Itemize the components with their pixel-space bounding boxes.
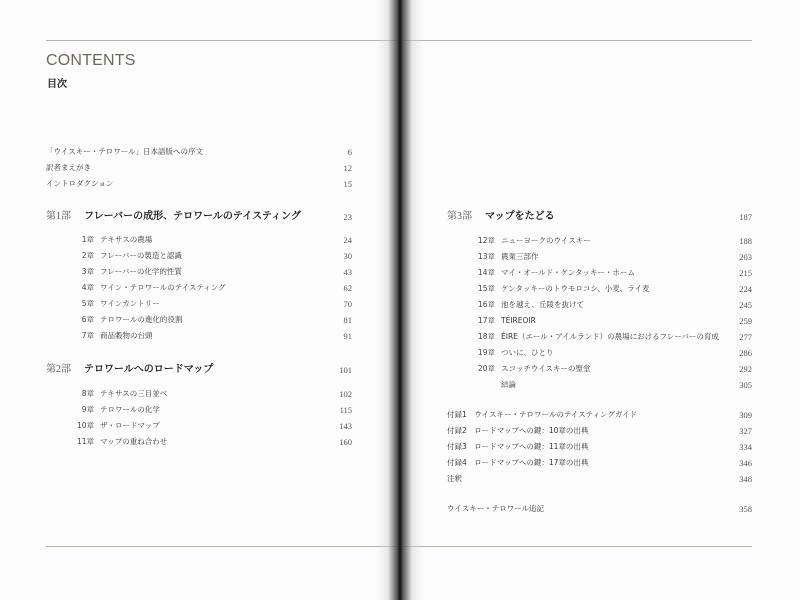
toc-chapter-6[interactable]	[46, 312, 352, 328]
chapter-number: 3章	[81, 267, 94, 276]
chapter-number: 2章	[81, 251, 94, 260]
chapter-number: 9章	[81, 405, 94, 414]
toc-entry-introduction[interactable]	[46, 176, 352, 192]
toc-chapter-18[interactable]	[447, 329, 752, 345]
left-page	[0, 0, 398, 600]
toc-chapter-11[interactable]	[46, 434, 352, 450]
toc-entry-label: ウイスキー・テロワール追記	[447, 504, 545, 513]
bottom-rule	[402, 546, 752, 547]
part-label: 第1部	[46, 211, 71, 222]
chapter-number: 18章	[477, 332, 495, 341]
toc-part-1[interactable]	[46, 208, 352, 226]
toc-page-number: 15	[343, 179, 352, 189]
chapter-title: ワインカントリー	[100, 299, 160, 308]
toc-entry-label: 付録3 ロードマップへの鍵：11章の出典	[447, 442, 589, 451]
chapter-title: ワイン・テロワールのテイスティング	[100, 283, 226, 292]
part-title: フレーバーの成形、テロワールのテイスティング	[84, 211, 301, 222]
chapter-number: 11章	[76, 437, 94, 446]
part-label: 第2部	[46, 364, 71, 375]
chapter-title: テロワールの進化的役割	[100, 315, 183, 324]
toc-page-number: 160	[339, 437, 352, 447]
chapter-title: ケンタッキーのトウモロコシ、小麦、ライ麦	[501, 284, 650, 293]
toc-chapter-8[interactable]	[46, 386, 352, 402]
chapter-number: 19章	[477, 348, 495, 357]
toc-page-number: 81	[343, 315, 352, 325]
toc-entry-translator-note[interactable]	[46, 160, 352, 176]
toc-chapter-1[interactable]	[46, 232, 352, 248]
toc-chapter-12[interactable]	[447, 233, 752, 249]
toc-entry-preface[interactable]	[46, 144, 352, 160]
chapter-title: テキサスの三目並べ	[100, 389, 168, 398]
book-gutter-shadow	[376, 0, 424, 600]
toc-entry-label: 付録4 ロードマップへの鍵：17章の出典	[447, 458, 589, 467]
toc-chapter-2[interactable]	[46, 248, 352, 264]
toc-entry-label: 訳者まえがき	[46, 163, 91, 172]
chapter-number: 17章	[477, 316, 495, 325]
part-title: マップをたどる	[485, 211, 555, 222]
toc-notes[interactable]	[447, 471, 752, 487]
toc-page-number: 215	[739, 268, 752, 278]
toc-chapter-9[interactable]	[46, 402, 352, 418]
toc-entry-label: 付録2 ロードマップへの鍵：10章の出典	[447, 426, 589, 435]
chapter-number: 4章	[81, 283, 94, 292]
toc-part-3[interactable]	[447, 208, 752, 226]
chapter-title: マップの重ね合わせ	[100, 437, 168, 446]
chapter-title: マイ・オールド・ケンタッキー・ホーム	[501, 268, 636, 277]
chapter-title: テキサスの農場	[100, 235, 153, 244]
chapter-title: TÉIREOIR	[501, 316, 536, 325]
toc-chapter-4[interactable]	[46, 280, 352, 296]
toc-entry-label: イントロダクション	[46, 179, 114, 188]
toc-page-number: 245	[739, 300, 752, 310]
toc-appendix-2[interactable]	[447, 423, 752, 439]
chapter-number: 8章	[81, 389, 94, 398]
chapter-title: 結論	[501, 380, 516, 389]
toc-chapter-10[interactable]	[46, 418, 352, 434]
toc-page-number: 70	[343, 299, 352, 309]
bottom-rule	[46, 546, 398, 547]
chapter-title: 商品穀物の台頭	[100, 331, 153, 340]
toc-page-number: 143	[339, 421, 352, 431]
toc-page-number: 259	[739, 316, 752, 326]
chapter-number: 5章	[81, 299, 94, 308]
toc-chapter-7[interactable]	[46, 328, 352, 344]
toc-page-number: 24	[343, 235, 352, 245]
chapter-title: ザ・ロードマップ	[100, 421, 160, 430]
contents-subheading: 目次	[47, 79, 67, 90]
chapter-number: 6章	[81, 315, 94, 324]
toc-appendix-3[interactable]	[447, 439, 752, 455]
part-title: テロワールへのロードマップ	[84, 364, 214, 375]
toc-page-number: 43	[343, 267, 352, 277]
chapter-number: 16章	[477, 300, 495, 309]
toc-page-number: 115	[339, 405, 352, 415]
top-rule	[402, 40, 752, 41]
toc-chapter-3[interactable]	[46, 264, 352, 280]
toc-chapter-14[interactable]	[447, 265, 752, 281]
toc-chapter-5[interactable]	[46, 296, 352, 312]
chapter-title: テロワールの化学	[100, 405, 160, 414]
toc-page-number: 102	[339, 389, 352, 399]
top-rule	[46, 40, 398, 41]
chapter-title: フレーバーの製造と認識	[100, 251, 182, 260]
toc-conclusion[interactable]	[447, 377, 752, 393]
chapter-title: スコッチウイスキーの聖堂	[501, 364, 591, 373]
toc-page-number: 334	[739, 442, 752, 452]
toc-page-number: 305	[739, 380, 752, 390]
toc-chapter-17[interactable]	[447, 313, 752, 329]
chapter-number: 10章	[76, 421, 94, 430]
chapter-number: 13章	[477, 252, 495, 261]
chapter-title: ついに、ひとり	[501, 348, 554, 357]
chapter-number: 20章	[477, 364, 495, 373]
toc-appendix-1[interactable]	[447, 407, 752, 423]
toc-page-number: 187	[739, 212, 752, 222]
chapter-title: 池を越え、丘陵を抜けて	[501, 300, 584, 309]
toc-appendix-4[interactable]	[447, 455, 752, 471]
part-label: 第3部	[447, 211, 472, 222]
chapter-number: 15章	[477, 284, 495, 293]
toc-chapter-15[interactable]	[447, 281, 752, 297]
toc-page-number: 286	[739, 348, 752, 358]
toc-page-number: 327	[739, 426, 752, 436]
toc-chapter-13[interactable]	[447, 249, 752, 265]
chapter-number: 7章	[81, 331, 94, 340]
toc-chapter-20[interactable]	[447, 361, 752, 377]
toc-page-number: 30	[343, 251, 352, 261]
chapter-number: 14章	[477, 268, 495, 277]
toc-page-number: 292	[739, 364, 752, 374]
toc-entry-label: 「ウイスキー・テロワール」日本語版への序文	[46, 147, 204, 156]
chapter-number: 1章	[81, 235, 94, 244]
toc-chapter-16[interactable]	[447, 297, 752, 313]
toc-entry-label: 注釈	[447, 474, 462, 483]
chapter-title: 農業三部作	[501, 252, 539, 261]
toc-postscript[interactable]	[447, 501, 752, 517]
contents-heading: CONTENTS	[46, 52, 136, 69]
toc-page-number: 224	[739, 284, 752, 294]
toc-page-number: 101	[339, 365, 352, 375]
toc-page-number: 62	[343, 283, 352, 293]
toc-page-number: 203	[739, 252, 752, 262]
chapter-number: 12章	[477, 236, 495, 245]
toc-page-number: 91	[343, 331, 352, 341]
toc-page-number: 188	[739, 236, 752, 246]
toc-entry-label: 付録1 ウイスキー・テロワールのテイスティングガイド	[447, 410, 638, 419]
toc-page-number: 346	[739, 458, 752, 468]
toc-page-number: 23	[343, 212, 352, 222]
toc-page-number: 348	[739, 474, 752, 484]
chapter-title: ニューヨークのウイスキー	[501, 236, 591, 245]
chapter-title: フレーバーの化学的性質	[100, 267, 182, 276]
toc-page-number: 277	[739, 332, 752, 342]
chapter-title: ÉIRE（エール・アイルランド）の農場におけるフレーバーの育成	[501, 332, 719, 341]
toc-page-number: 6	[347, 147, 352, 157]
right-page	[402, 0, 800, 600]
toc-page-number: 309	[739, 410, 752, 420]
toc-page-number: 358	[739, 504, 752, 514]
toc-chapter-19[interactable]	[447, 345, 752, 361]
toc-part-2[interactable]	[46, 361, 352, 379]
toc-page-number: 12	[343, 163, 352, 173]
